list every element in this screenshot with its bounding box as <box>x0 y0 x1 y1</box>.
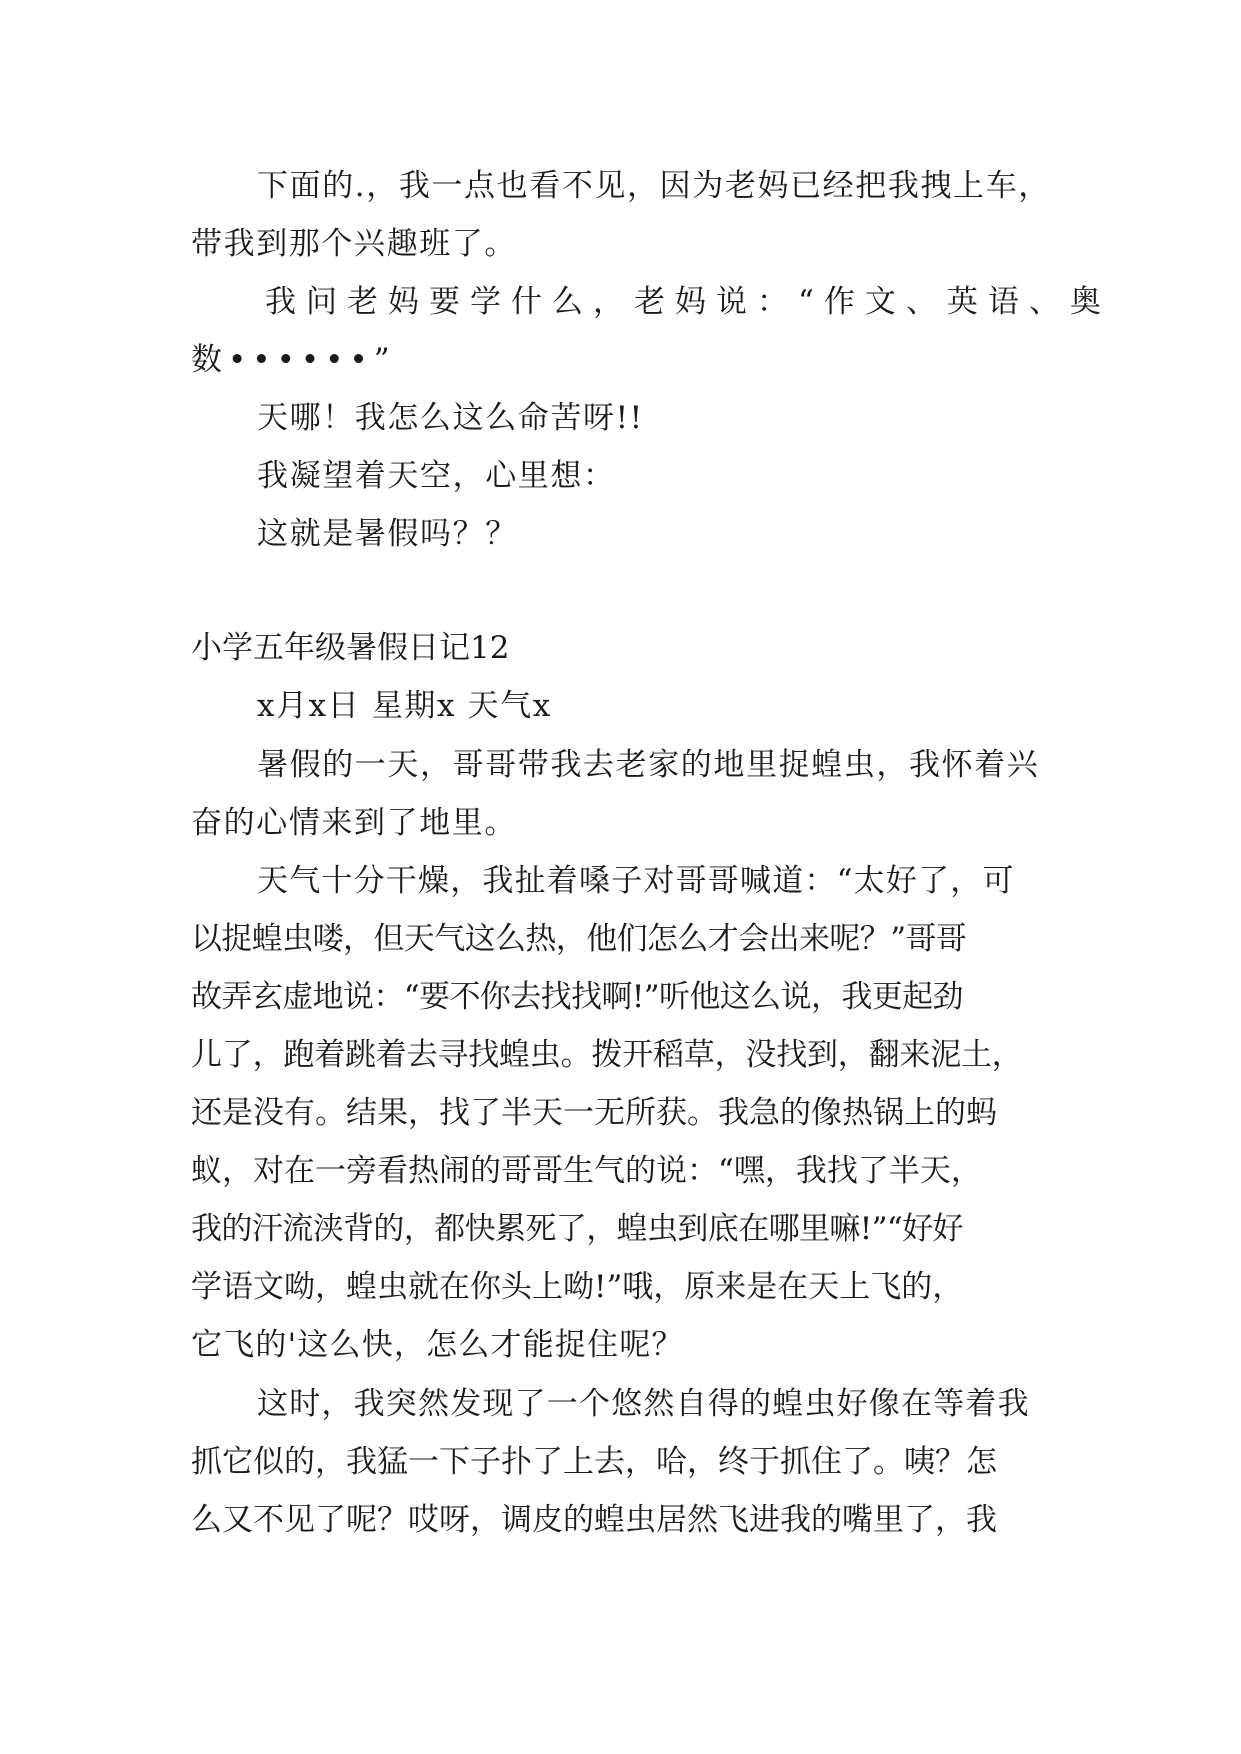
paragraph-line: 么又不见了呢？哎呀，调皮的蝗虫居然飞进我的嘴里了，我 <box>191 1502 997 1538</box>
paragraph-line: 奋的心情来到了地里。 <box>191 805 517 841</box>
paragraph-line: 天哪！我怎么这么命苦呀!! <box>257 400 644 436</box>
paragraph-line: 天气十分干燥，我扯着嗓子对哥哥喊道：“太好了，可 <box>257 863 1015 899</box>
paragraph-line: 它飞的'这么快，怎么才能捉住呢？ <box>191 1327 684 1363</box>
paragraph-line: 还是没有。结果，找了半天一无所获。我急的像热锅上的蚂 <box>191 1095 997 1131</box>
paragraph-line: 蚁，对在一旁看热闹的哥哥生气的说：“嘿，我找了半天， <box>191 1153 982 1189</box>
diary-date-line: x月x日 星期x 天气x <box>257 688 552 724</box>
paragraph-line: 我凝望着天空，心里想： <box>257 458 616 494</box>
paragraph-line: 抓它似的，我猛一下子扑了上去，哈，终于抓住了。咦？怎 <box>191 1444 997 1480</box>
paragraph-line: 暑假的一天，哥哥带我去老家的地里捉蝗虫，我怀着兴 <box>257 747 1040 783</box>
paragraph-line: 故弄玄虚地说：“要不你去找找啊!”听他这么说，我更起劲 <box>191 979 963 1015</box>
paragraph-line: 数••••••” <box>191 342 396 378</box>
paragraph-line: 儿了，跑着跳着去寻找蝗虫。拨开稻草，没找到，翻来泥土， <box>191 1037 1023 1073</box>
paragraph-line: 学语文呦，蝗虫就在你头上呦!”哦，原来是在天上飞的， <box>191 1269 964 1305</box>
paragraph-line: 我问老妈要学什么，老妈说：“作文、英语、奥 <box>265 284 1111 320</box>
paragraph-line: 这时，我突然发现了一个悠然自得的蝗虫好像在等着我 <box>257 1386 1030 1422</box>
paragraph-line: 下面的.，我一点也看不见，因为老妈已经把我拽上车， <box>257 168 1051 204</box>
paragraph-line: 这就是暑假吗？？ <box>257 516 518 552</box>
paragraph-line: 带我到那个兴趣班了。 <box>191 226 517 262</box>
section-heading: 小学五年级暑假日记12 <box>191 630 510 666</box>
paragraph-line: 我的汗流浃背的，都快累死了，蝗虫到底在哪里嘛!”“好好 <box>191 1211 963 1247</box>
paragraph-line: 以捉蝗虫喽，但天气这么热，他们怎么才会出来呢？”哥哥 <box>191 921 967 957</box>
